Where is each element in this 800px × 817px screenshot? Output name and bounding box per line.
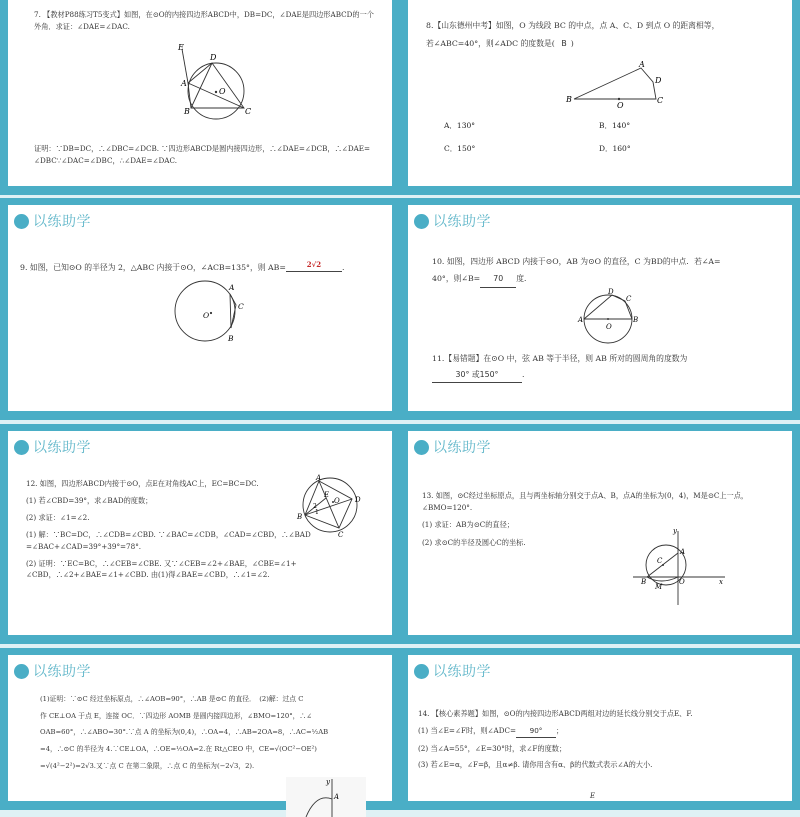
sub-question-1: (1) 求证：AB为⊙C的直径；: [422, 520, 514, 530]
question-text: [26, 478, 326, 580]
label-d: D: [655, 76, 662, 85]
section-header: [414, 211, 491, 231]
label-c: C: [338, 531, 344, 539]
header-title: 以练助学: [33, 664, 91, 680]
header-title: 以练助学: [433, 664, 491, 680]
question-line-1: 11.【易错题】在⊙O 中，弦 AB 等于半径，则 AB 所对的圆周角的度数为: [432, 354, 688, 363]
sub-question-2: (2) 当∠A=55°，∠E=30°时，求∠F的度数；: [418, 743, 567, 753]
answer-blank: 70: [480, 270, 516, 288]
question-line-2: [432, 270, 787, 288]
question-text: [422, 490, 792, 554]
header-title: 以练助学: [33, 440, 91, 456]
option-a[interactable]: A．130°: [444, 121, 475, 130]
slide-q7[interactable]: [0, 0, 400, 195]
label-a: A: [680, 548, 686, 556]
figure-inscribed-quad: [291, 475, 376, 540]
question-stem: (1) 当∠E=∠F时，则∠ADC=: [418, 725, 517, 735]
header-title: 以练助学: [433, 214, 491, 230]
label-e: E: [178, 43, 184, 52]
label-e: E: [590, 792, 596, 800]
option-d[interactable]: D．160°: [599, 144, 631, 153]
question-text: [418, 709, 793, 777]
label-b: B: [566, 95, 572, 104]
label-o: O: [334, 497, 340, 505]
question-10-text: [432, 253, 787, 288]
slide-content: [8, 205, 392, 411]
slide-content: [8, 431, 392, 635]
slide-content: [408, 205, 792, 411]
header-dot-icon: [414, 440, 429, 455]
label-angle-1: 1: [315, 509, 319, 516]
label-y-axis: y: [326, 778, 330, 786]
question-line-1: 13. 如图，⊙C经过坐标原点，且与两坐标轴分别交于点A、B，点A的坐标为(0，4)，M是⊙C上一点，: [422, 491, 749, 500]
label-a: A: [334, 793, 340, 801]
label-b: B: [184, 107, 190, 116]
slide-content: [408, 0, 792, 186]
question-text: [20, 262, 390, 275]
paren-close: ): [570, 39, 574, 49]
slide-q8[interactable]: [400, 0, 800, 195]
label-b: B: [297, 513, 303, 521]
slide-q9[interactable]: [0, 198, 400, 420]
label-c: C: [238, 302, 244, 311]
option-c[interactable]: C．150°: [444, 144, 476, 153]
question-line-2: ∠BMO=120°.: [422, 502, 473, 512]
question-end: 度．: [516, 274, 532, 284]
sub-question-2: (2) 求⊙C的半径及圆心C的坐标.: [422, 537, 526, 547]
solution-text: [40, 691, 360, 774]
header-title: 以练助学: [33, 214, 91, 230]
label-a: A: [229, 283, 235, 292]
slide-content: [408, 431, 792, 635]
question-line-2: [432, 367, 787, 384]
question-text: [34, 9, 389, 32]
label-o: O: [679, 578, 685, 586]
section-header: [414, 661, 491, 681]
label-o: O: [606, 323, 612, 331]
label-e: E: [324, 491, 330, 499]
header-title: 以练助学: [433, 440, 491, 456]
question-text: [426, 20, 796, 51]
sub-question-1: (1) 若∠CBD=39°，求∠BAD的度数；: [26, 496, 153, 506]
proof-line-2: ∠DBC∵∠DAC=∠DBC，∴∠DAE=∠DAC.: [34, 155, 177, 165]
proof-line: (2) 证明：∵EC=BC，∴∠CEB=∠CBE. 又∵∠CEB=∠2+∠BAE，∠CBE=∠1+: [26, 558, 297, 568]
label-a: A: [181, 79, 187, 88]
option-b[interactable]: B．140°: [599, 121, 631, 130]
slide-q13-solution[interactable]: [0, 648, 400, 810]
answer-blank: 90°: [516, 726, 556, 738]
label-a: A: [578, 316, 584, 324]
slide-content: [8, 655, 392, 801]
figure-circle-quadrilateral: [168, 42, 268, 127]
question-line-1: 8.【山东德州中考】如图，O 为线段 BC 的中点，点 A、C、D 到点 O 的距离相等，: [426, 21, 720, 30]
section-header: [14, 437, 91, 457]
question-line-1: 7. 【教材P88练习T5变式】如图，在⊙O的内接四边形ABCD中，DB=DC，∠DAE是四边形ABCD的一个: [34, 10, 374, 19]
label-b: B: [633, 316, 639, 324]
answer-choice: B: [561, 39, 567, 49]
question-stem: 9. 如图，已知⊙O 的半径为 2，△ABC 内接于⊙O，∠ACB=135°，则 AB=: [20, 263, 286, 272]
label-o: O: [617, 101, 624, 110]
label-c: C: [626, 295, 632, 303]
header-dot-icon: [14, 664, 29, 679]
section-header: [414, 437, 491, 457]
section-header: [14, 211, 91, 231]
label-a: A: [639, 60, 645, 69]
sub-question-1: [418, 726, 793, 738]
label-y-axis: y: [673, 527, 677, 535]
proof-line: ∠CBD，∴∠2+∠BAE=∠1+∠CBD. 由(1)得∠BAE=∠CBD，∴∠1=∠2.: [26, 569, 270, 579]
header-dot-icon: [14, 440, 29, 455]
label-d: D: [355, 496, 361, 504]
question-line-2: [426, 38, 796, 50]
solution-line: (1)证明：∵⊙C 经过坐标原点，∴∠AOB=90°，∴AB 是⊙C 的直径． (2)解：过点 C: [40, 695, 304, 703]
label-angle-2: 2: [313, 503, 317, 510]
question-stem: 若∠ABC=40°，则∠ADC 的度数是(: [426, 39, 555, 49]
sub-question-3: (3) 若∠E=α，∠F=β，且α≠β. 请你用含有α、β的代数式表示∠A的大小.: [418, 760, 653, 770]
slide-content: [8, 0, 392, 186]
question-end: ；: [556, 725, 564, 735]
header-dot-icon: [14, 214, 29, 229]
label-o: O: [219, 87, 226, 96]
label-b: B: [641, 578, 647, 586]
label-c: C: [657, 557, 663, 565]
question-line-1: 10. 如图，四边形 ABCD 内接于⊙O，AB 为⊙O 的直径，C 为BD的中点．若∠A=: [432, 257, 721, 266]
slide-q12[interactable]: [0, 424, 400, 644]
slide-q10-11[interactable]: [400, 198, 800, 420]
answer-options: [444, 120, 699, 154]
label-a: A: [316, 474, 322, 482]
solution-line: 作 CE⊥OA 于点 E，连接 OC．∵四边形 AOMB 是圆内接四边形，∠BMO=120°，∴∠: [40, 711, 312, 720]
question-line: 12. 如图，四边形ABCD内接于⊙O，点E在对角线AC上，EC=BC=DC.: [26, 479, 259, 488]
figure-semicircle-quad: [580, 289, 650, 349]
period: .: [522, 369, 525, 379]
label-x-axis: x: [719, 578, 723, 586]
proof-line-1: 证明：∵DB=DC，∴∠DBC=∠DCB. ∵四边形ABCD是圆内接四边形，∴∠DAE=∠DCB，∴∠DAE=: [34, 144, 371, 153]
label-c: C: [245, 107, 252, 116]
label-d: D: [608, 288, 614, 296]
label-m: M: [655, 583, 663, 591]
solution-line: =∠BAC+∠CAD=39°+39°=78°.: [26, 541, 142, 551]
sub-question-2: (2) 求证：∠1=∠2.: [26, 513, 90, 523]
label-c: C: [657, 96, 664, 105]
figure-quadrilateral: [563, 62, 673, 112]
question-line: 14. 【核心素养题】如图，⊙O的内接四边形ABCD两组对边的延长线分别交于点E、F.: [418, 709, 693, 718]
figure-coordinate-circle: [633, 527, 733, 607]
answer-value: 2√2: [306, 260, 322, 269]
slide-q14[interactable]: [400, 648, 800, 810]
question-stem: 40°，则∠B=: [432, 274, 481, 284]
period: .: [341, 263, 345, 272]
section-header: [14, 661, 91, 681]
label-d: D: [210, 53, 217, 62]
answer-blank: 30° 或150°: [432, 367, 522, 384]
slide-q13[interactable]: [400, 424, 800, 644]
solution-line: (1) 解：∵BC=DC，∴∠CDB=∠CBD. ∵∠BAC=∠CDB，∠CAD=∠CBD，∴∠BAD: [26, 530, 311, 540]
solution-line: =4，∴⊙C 的半径为 4.∵CE⊥OA，∴OE=½OA=2.在 Rt△CEO 中，CE=√(OC²−OE²): [40, 744, 317, 753]
label-b: B: [228, 334, 234, 343]
figure-circle-triangle: [173, 277, 258, 349]
question-line-2: 外角．求证：∠DAE=∠DAC.: [34, 21, 130, 31]
solution-line: =√(4²−2²)=2√3.又∵点 C 在第二象限，∴点 C 的坐标为(−2√3，2).: [40, 761, 255, 770]
figure-coordinate-circle-partial: [286, 777, 366, 817]
header-dot-icon: [414, 664, 429, 679]
label-o: O: [203, 311, 210, 320]
header-dot-icon: [414, 214, 429, 229]
question-11-text: [432, 351, 787, 383]
solution-line: OAB=60°，∴∠ABO=30°.∵点 A 的坐标为(0,4)，∴OA=4，∴AB=2OA=8，∴AC=½AB: [40, 728, 329, 737]
slide-content: [408, 655, 792, 801]
proof-text: [34, 143, 389, 166]
answer-blank: [286, 259, 345, 272]
